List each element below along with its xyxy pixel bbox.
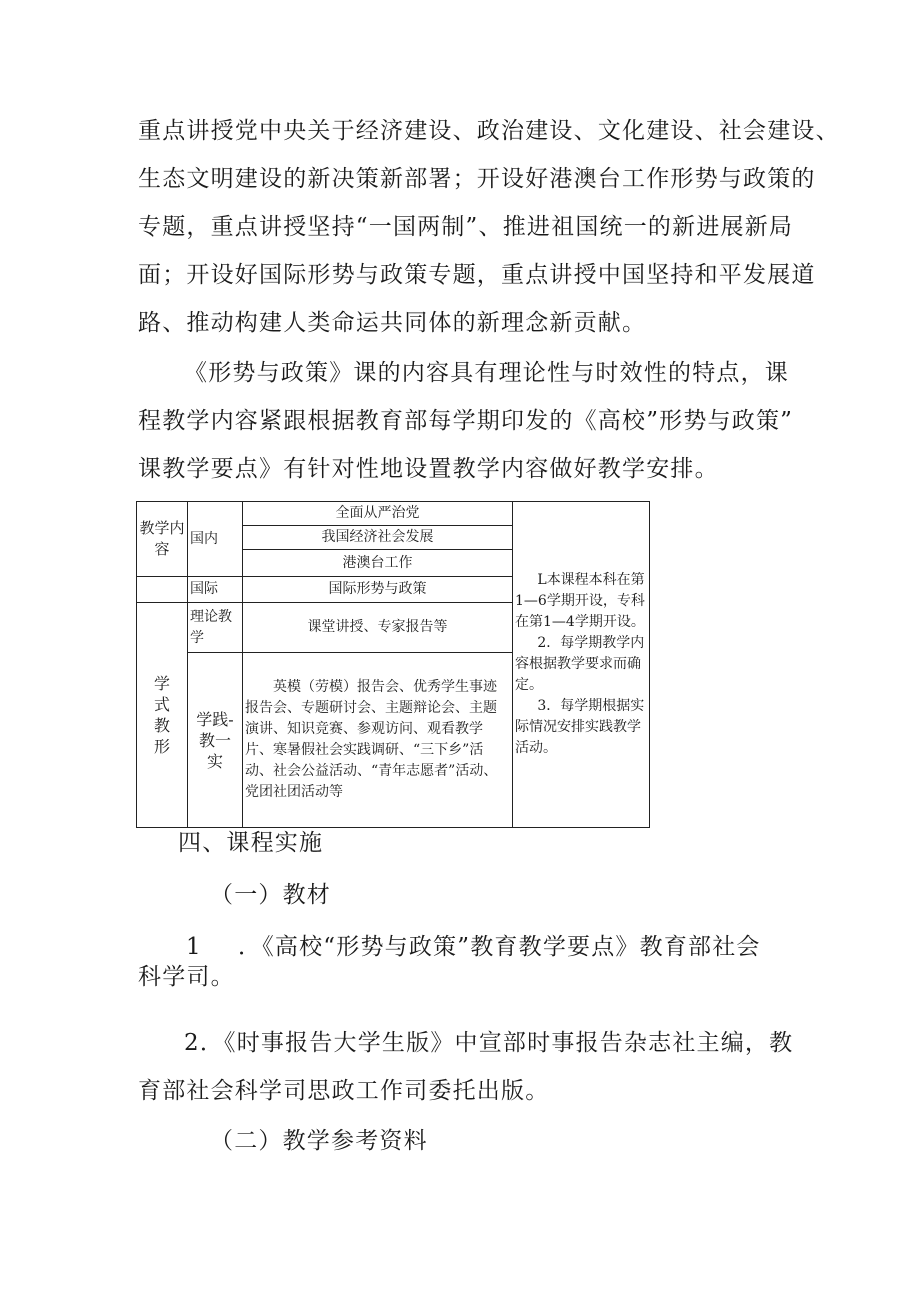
subsection-heading: （二）教学参考资料 (210, 1128, 428, 1154)
list-item-number: 1 (186, 934, 202, 960)
list-item-text: 2．《时事报告大学生版》中宣部时事报告杂志社主编，教 (184, 1030, 794, 1056)
paragraph2-line: 《形势与政策》课的内容具有理论性与时效性的特点，课 (184, 360, 789, 386)
notes-cell (513, 502, 650, 828)
paragraph1-line: 路、推动构建人类命运共同体的新理念新贡献。 (138, 310, 647, 336)
practice-content-cell: 英模（劳模）报告会、优秀学生事迹报告会、专题研讨会、主题辩论会、主题演讲、知识竞赛、参观访问、观看教学片、寒暑假社会实践调研、“三下乡”活动、社会公益活动、“青年志愿者”活动、党团社团活动等 (243, 653, 513, 828)
paragraph2-line: 程教学内容紧跟根据教育部每学期印发的《高校”形势与政策” (138, 408, 794, 434)
practice-label-cell: 学践-教一实 (188, 653, 243, 828)
list-item-text: ．《高校“形势与政策”教育教学要点》教育部社会 (238, 934, 761, 960)
list-item-text: 科学司。 (138, 964, 235, 990)
form-label-cell: 学式教形 (137, 603, 188, 828)
domestic-item-cell: 全面从严治党 (243, 502, 513, 526)
paragraph1-line: 生态文明建设的新决策新部署；开设好港澳台工作形势与政策的 (138, 166, 816, 192)
content-label-spacer (137, 577, 188, 603)
paragraph1-line: 重点讲授党中央关于经济建设、政治建设、文化建设、社会建设、 (138, 118, 840, 144)
note-item: 2．每学期教学内容根据教学要求而确定。 (515, 635, 645, 693)
international-label-cell: 国际 (188, 577, 243, 603)
domestic-label-cell: 国内 (188, 502, 243, 577)
theory-label-cell: 理论教学 (188, 603, 243, 653)
course-content-table (136, 501, 650, 828)
note-item: L本课程本科在第1—6学期开设，专科在第1—4学期开设。 (515, 572, 645, 630)
note-item: 3．每学期根据实际情况安排实践教学活动。 (515, 698, 645, 756)
paragraph2-line: 课教学要点》有针对性地设置教学内容做好教学安排。 (138, 456, 719, 482)
subsection-heading: （一）教材 (210, 882, 331, 908)
paragraph1-line: 专题，重点讲授坚持“一国两制”、推进祖国统一的新进展新局 (138, 214, 794, 240)
theory-content-cell: 课堂讲授、专家报告等 (243, 603, 513, 653)
list-item-text: 育部社会科学司思政工作司委托出版。 (138, 1078, 550, 1104)
paragraph1-line: 面；开设好国际形势与政策专题，重点讲授中国坚持和平发展道 (138, 262, 816, 288)
international-item-cell: 国际形势与政策 (243, 577, 513, 603)
domestic-item-cell: 港澳台工作 (243, 550, 513, 577)
content-label-cell: 教学内容 (137, 502, 188, 577)
section-heading: 四、课程实施 (178, 830, 324, 856)
domestic-item-cell: 我国经济社会发展 (243, 526, 513, 550)
